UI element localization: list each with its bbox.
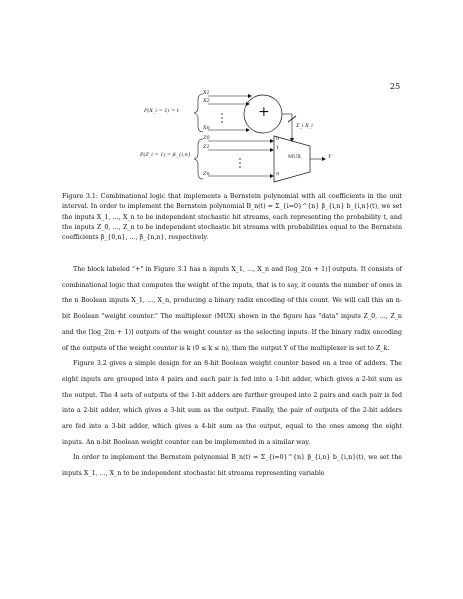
x-inputs-brace — [194, 94, 203, 132]
figure-3-1 — [60, 90, 400, 186]
sum-label: Σ_i X_i — [296, 123, 313, 129]
paragraph-1: The block labeled "+" in Figure 3.1 has n inputs X_1, ..., X_n and ⌈log_2(n + 1)⌉ outputs. It consists of combinational logic that computes the weight of the inputs, that is to say, it counts the number of ones in the n Boolean inputs X_1, ..., X_n, producing a binary radix encoding of this count. We will call this an n-bit Boolean "weight counter." The multiplexer (MUX) shown in the figure has "data" inputs Z_0, ..., Z_n and the ⌈log_2(n + 1)⌉ outputs of the weight counter as the selecting inputs. If the binary radix encoding of the outputs of the weight counter is k (0 ≤ k ≤ n), then the output Y of the multiplexer is set to Z_k. — [62, 266, 402, 352]
x1-label: X1 — [203, 90, 210, 96]
z-inputs-brace — [194, 139, 203, 179]
xn-label: Xn — [203, 125, 210, 131]
mux-label: MUX — [288, 154, 301, 160]
p-x-label: P(X_i = 1) = t — [144, 108, 179, 114]
page-number: 25 — [390, 82, 401, 91]
figure-caption: Figure 3.1: Combinational logic that implements a Bernstein polynomial with all coefficients in the unit interval. In order to implement the Bernstein polynomial B_n(t) = Σ_{i=0}^{n} β_{i,n} b_{i,n}(t), we set the inputs X_1, ..., X_n to be independent stochastic bit streams, each representing the probability t, and the inputs Z_0, ..., Z_n to be independent stochastic bit streams with probabilities equal to the Bernstein coefficients β_{0,n}, ..., β_{n,n}, respectively. — [62, 193, 402, 242]
paragraph-3: In order to implement the Bernstein polynomial B_n(t) = Σ_{i=0}^{n} β_{i,n} b_{i,n}(t), we set the inputs X_1, ..., X_n to be independent stochastic bit streams representing variable — [62, 454, 402, 478]
mux-input-0: 0 — [276, 136, 280, 142]
mux-input-1: 1 — [276, 145, 280, 151]
y-output-label: Y — [328, 154, 332, 160]
zn-label: Zn — [203, 171, 210, 177]
p-z-label: P(Z_i = 1) = β_{i,n} — [140, 152, 191, 158]
mux-input-n: n — [276, 171, 280, 177]
combinational-logic-diagram — [60, 90, 400, 186]
z1-label: Z1 — [203, 144, 210, 150]
body-text — [62, 262, 402, 482]
x2-label: X2 — [203, 98, 210, 104]
plus-symbol: + — [258, 104, 270, 120]
z0-label: Z0 — [203, 135, 210, 141]
paragraph-2: Figure 3.2 gives a simple design for an 8-bit Boolean weight counter based on a tree of adders. The eight inputs are grouped into 4 pairs and each pair is fed into a 1-bit adder, which gives a 2-bit sum as the output. The 4 sets of outputs of the 1-bit adders are further grouped into 2 pairs and each pair is fed into a 2-bit adder, which gives a 3-bit sum as the output. Finally, the pair of outputs of the 2-bit adders are fed into a 3-bit adder, which gives a 4-bit sum as the output, equal to the ones among the eight inputs. An n-bit Boolean weight counter can be implemented in a similar way. — [62, 360, 402, 446]
